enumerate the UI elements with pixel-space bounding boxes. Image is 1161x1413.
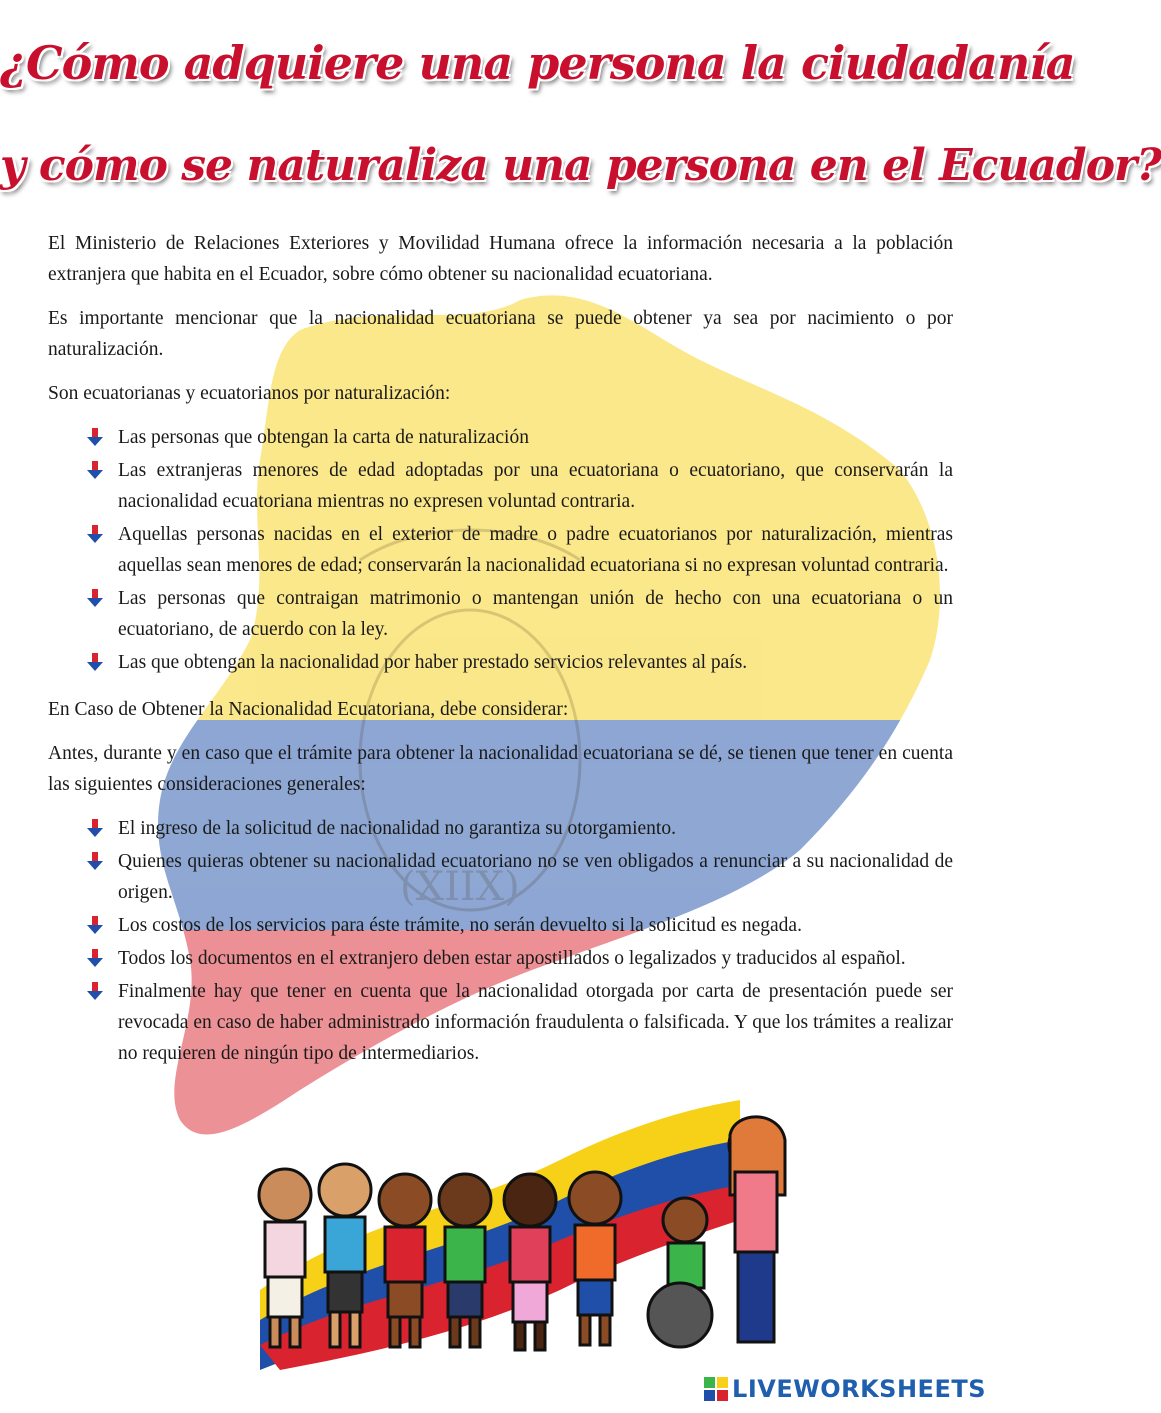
title-line-1: ¿Cómo adquiere una persona la ciudadanía <box>0 36 1075 90</box>
considerations-heading: En Caso de Obtener la Nacionalidad Ecuatoriana, debe considerar: <box>48 699 569 720</box>
list-item <box>118 519 953 581</box>
child-figure <box>504 1174 556 1350</box>
arrow-down-bullet-icon <box>84 523 106 545</box>
considerations-intro: Antes, durante y en caso que el trámite para obtener la nacionalidad ecuatoriana se dé, se tienen que tener en cuenta las siguientes consideraciones generales: <box>48 743 953 795</box>
naturalization-heading: Son ecuatorianas y ecuatorianos por naturalización: <box>48 383 451 404</box>
arrow-down-bullet-icon <box>84 850 106 872</box>
arrow-down-bullet-icon <box>84 459 106 481</box>
arrow-down-bullet-icon <box>84 817 106 839</box>
children-illustration <box>240 1100 800 1370</box>
list-item <box>118 813 953 844</box>
list-item-text: Todos los documentos en el extranjero deben estar apostillados o legalizados y traducidos al español. <box>118 948 906 969</box>
naturalization-list <box>48 422 953 678</box>
list-item-text: Las personas que obtengan la carta de naturalización <box>118 427 529 448</box>
list-item <box>118 943 953 974</box>
list-item-text: Las personas que contraigan matrimonio o mantengan unión de hecho con una ecuatoriana o un ecuatoriano, de acuerdo con la ley. <box>118 588 953 640</box>
considerations-list <box>48 813 953 1069</box>
list-item-text: Los costos de los servicios para éste trámite, no serán devuelto si la solicitud es negada. <box>118 915 802 936</box>
list-item <box>118 455 953 517</box>
list-item <box>118 583 953 645</box>
arrow-down-bullet-icon <box>84 947 106 969</box>
list-item <box>118 647 953 678</box>
list-item-text: Las extranjeras menores de edad adoptadas por una ecuatoriana o ecuatoriano, que conservarán la nacionalidad ecuatoriana mientras no expresen voluntad contraria. <box>118 460 953 512</box>
list-item <box>118 846 953 908</box>
title-line-2: y cómo se naturaliza una persona en el Ecuador? <box>0 140 1161 191</box>
list-item <box>118 910 953 941</box>
list-item-text: Las que obtengan la nacionalidad por haber prestado servicios relevantes al país. <box>118 652 748 673</box>
brand-text: LIVEWORKSHEETS <box>732 1375 986 1403</box>
arrow-down-bullet-icon <box>84 980 106 1002</box>
child-figure <box>569 1172 621 1345</box>
liveworksheets-brand <box>704 1375 986 1403</box>
arrow-down-bullet-icon <box>84 651 106 673</box>
intro-paragraph-2: Es importante mencionar que la nacionalidad ecuatoriana se puede obtener ya sea por nacimiento o por naturalización. <box>48 308 953 360</box>
arrow-down-bullet-icon <box>84 587 106 609</box>
main-content <box>48 228 953 1085</box>
arrow-down-bullet-icon <box>84 426 106 448</box>
teacher-figure <box>729 1117 785 1342</box>
list-item <box>118 976 953 1069</box>
svg-text:(XIIX): (XIIX) <box>400 864 520 910</box>
list-item-text: Quienes quieras obtener su nacionalidad ecuatoriano no se ven obligados a renunciar a su nacionalidad de origen. <box>118 851 953 903</box>
list-item-text: El ingreso de la solicitud de nacionalidad no garantiza su otorgamiento. <box>118 818 676 839</box>
intro-paragraph-1: El Ministerio de Relaciones Exteriores y Movilidad Humana ofrece la información necesaria a la población extranjera que habita en el Ecuador, sobre cómo obtener su nacionalidad ecuatoriana. <box>48 233 953 285</box>
list-item-text: Finalmente hay que tener en cuenta que la nacionalidad otorgada por carta de presentación puede ser revocada en caso de haber administrado información fraudulenta o falsificada. Y que los trámites a realizar no requieren de ningún tipo de intermediarios. <box>118 981 953 1064</box>
arrow-down-bullet-icon <box>84 914 106 936</box>
liveworksheets-logo-icon <box>704 1377 728 1401</box>
list-item-text: Aquellas personas nacidas en el exterior de madre o padre ecuatorianos por naturalización, mientras aquellas sean menores de edad; conservarán la nacionalidad ecuatoriana si no expresan voluntad contraria. <box>118 524 953 576</box>
list-item <box>118 422 953 453</box>
